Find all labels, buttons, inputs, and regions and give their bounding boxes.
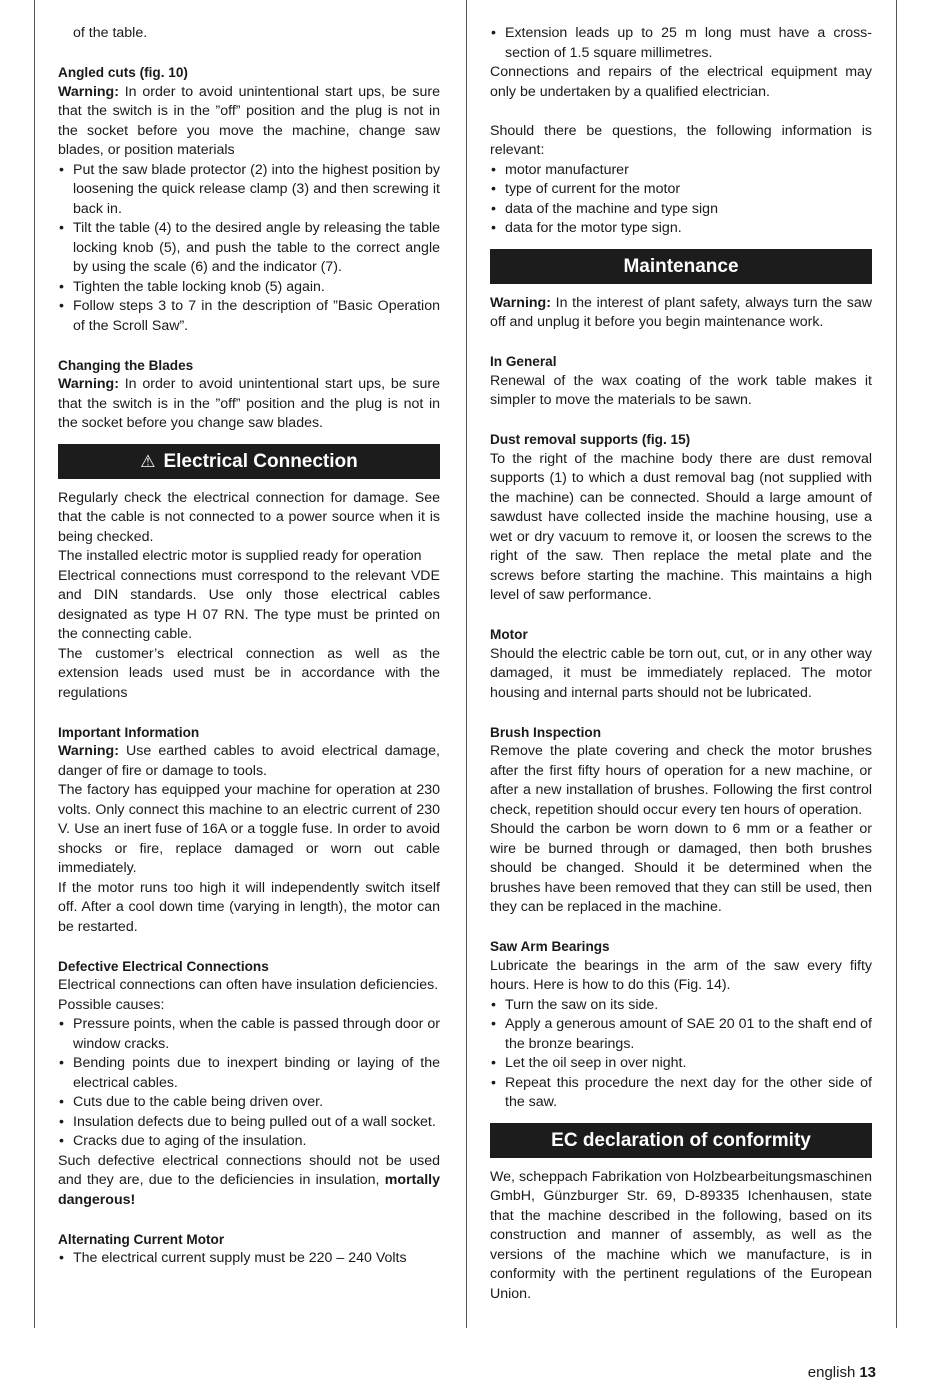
- warning-label: Warning:: [490, 294, 551, 311]
- paragraph: We, scheppach Fabrikation von Holzbearbeitungsmaschinen GmbH, Günzburger Str. 69, D-89335 Ichenhausen, state that the machine described in the following, based on its construction and manner of assembly, as well as the versions of the machine which we manufacture, is in conformity with the pertinent regulations of the European Union.: [490, 1168, 872, 1302]
- angled-cuts-heading: Angled cuts (fig. 10): [58, 65, 188, 80]
- electrical-connection-banner: [58, 444, 440, 479]
- ec-declaration-banner: EC declaration of conformity: [490, 1123, 872, 1158]
- paragraph: Connections and repairs of the electrical equipment may only be undertaken by a qualified electrician.: [490, 64, 872, 100]
- changing-blades-warning: [58, 375, 440, 434]
- paragraph: Should the electric cable be torn out, cut, or in any other way damaged, it must be immediately replaced. The motor housing and internal parts should not be lubricated.: [490, 645, 872, 701]
- paragraph: If the motor runs too high it will independently switch itself off. After a cool down time (varying in length), the motor can be restarted.: [58, 879, 440, 935]
- column-divider-right: [896, 0, 897, 1328]
- list-item: • Put the saw blade protector (2) into the highest position by loosening the quick release clamp (3) and then screwing it back in.: [58, 161, 440, 220]
- list-item: • Let the oil seep in over night.: [490, 1054, 872, 1074]
- list-item: • Extension leads up to 25 m long must have a cross-section of 1.5 square millimetres.: [490, 24, 872, 63]
- list-item: • Follow steps 3 to 7 in the description of ”Basic Operation of the Scroll Saw”.: [58, 297, 440, 336]
- warning-text: Use earthed cables to avoid electrical damage, danger of fire or damage to tools.: [58, 743, 440, 779]
- right-column: [490, 24, 872, 1304]
- intro-continuation: of the table.: [73, 25, 148, 41]
- list-item: • Tilt the table (4) to the desired angle by releasing the table locking knob (5), and push the table to the correct angle by using the scale (6) and the indicator (7).: [58, 219, 440, 278]
- paragraph: Renewal of the wax coating of the work table makes it simpler to move the materials to be sawn.: [490, 372, 872, 408]
- list-item: • The electrical current supply must be 220 – 240 Volts: [58, 1249, 440, 1269]
- list-item: • Bending points due to inexpert binding or laying of the electrical cables.: [58, 1054, 440, 1093]
- important-information-warning: [58, 742, 440, 781]
- maintenance-banner: Maintenance: [490, 249, 872, 284]
- list-item: • type of current for the motor: [490, 180, 872, 200]
- list-item: • Insulation defects due to being pulled out of a wall socket.: [58, 1113, 440, 1133]
- warning-label: Warning:: [58, 376, 119, 392]
- banner-title: Electrical Connection: [163, 450, 358, 472]
- warning-text: In the interest of plant safety, always turn the saw off and unplug it before you begin maintenance work.: [490, 294, 872, 330]
- paragraph: Electrical connections must correspond to the relevant VDE and DIN standards. Use only those electrical cables designated as type H 07 RN. The type must be printed on the connecting cable.: [58, 567, 440, 642]
- mortally-dangerous-emphasis: mortally dangerous!: [58, 1172, 440, 1208]
- information-list: [490, 161, 872, 239]
- angled-cuts-warning: [58, 83, 440, 161]
- column-divider-left: [34, 0, 35, 1328]
- paragraph: Should there be questions, the following information is relevant:: [490, 122, 872, 158]
- warning-triangle-icon: ⚠: [140, 451, 156, 471]
- paragraph: Electrical connections can often have insulation deficiencies.: [58, 977, 439, 993]
- paragraph: [58, 1152, 440, 1211]
- paragraph-text: Such defective electrical connections should not be used and they are, due to the deficiencies in insulation,: [58, 1152, 440, 1188]
- list-item: • data for the motor type sign.: [490, 219, 872, 239]
- paragraph: The customer’s electrical connection as well as the extension leads used must be in accordance with the regulations: [58, 645, 440, 701]
- extension-leads-list: [490, 24, 872, 63]
- paragraph: To the right of the machine body there are dust removal supports (1) to which a dust removal bag (not supplied with the machine) can be connected. Should a large amount of sawdust have collected inside the machine housing, use a wet or dry vacuum to remove it, or loosen the screws to the right of the saw. Then replace the metal plate and the screws before starting the machine. This maintains a high level of saw performance.: [490, 450, 872, 603]
- list-item: • Cuts due to the cable being driven over.: [58, 1093, 440, 1113]
- paragraph: Possible causes:: [58, 996, 165, 1013]
- page-footer: [808, 1363, 876, 1383]
- left-column: [58, 24, 440, 1269]
- dust-removal-heading: Dust removal supports (fig. 15): [490, 432, 691, 447]
- warning-text: In order to avoid unintentional start ups, be sure that the switch is in the ”off” position and the plug is not in the socket before you move the machine, change saw blades, or position materials: [58, 83, 440, 158]
- bearings-steps-list: [490, 996, 872, 1113]
- important-information-heading: Important Information: [58, 724, 200, 740]
- in-general-heading: In General: [490, 354, 557, 369]
- warning-label: Warning:: [58, 743, 119, 759]
- angled-cuts-list: [58, 161, 440, 337]
- defective-connections-heading: Defective Electrical Connections: [58, 958, 269, 974]
- ac-motor-heading: Alternating Current Motor: [58, 1231, 225, 1247]
- motor-heading: Motor: [490, 627, 528, 642]
- possible-causes-list: [58, 1015, 440, 1152]
- list-item: • Cracks due to aging of the insulation.: [58, 1132, 440, 1152]
- ac-motor-list: [58, 1249, 440, 1269]
- warning-label: Warning:: [58, 83, 119, 100]
- column-divider-middle: [466, 0, 467, 1328]
- list-item: • Tighten the table locking knob (5) again.: [58, 278, 440, 298]
- paragraph: Lubricate the bearings in the arm of the saw every fifty hours. Here is how to do this (Fig. 14).: [490, 957, 872, 993]
- saw-arm-bearings-heading: Saw Arm Bearings: [490, 939, 610, 954]
- list-item: • Pressure points, when the cable is passed through door or window cracks.: [58, 1015, 440, 1054]
- list-item: • Apply a generous amount of SAE 20 01 to the shaft end of the bronze bearings.: [490, 1015, 872, 1054]
- list-item: • Repeat this procedure the next day for the other side of the saw.: [490, 1074, 872, 1113]
- changing-blades-heading: Changing the Blades: [58, 357, 194, 373]
- paragraph: The factory has equipped your machine for operation at 230 volts. Only connect this machine to an electric current of 230 V. Use an inert fuse of 16A or a toggle fuse. In order to avoid shocks or fire, replace damaged or worn out cable immediately.: [58, 782, 440, 876]
- paragraph: The installed electric motor is supplied ready for operation: [58, 548, 422, 564]
- paragraph: Regularly check the electrical connection for damage. See that the cable is not connected to a power source when it is being checked.: [58, 489, 440, 545]
- warning-text: In order to avoid unintentional start ups, be sure that the switch is in the ”off” position and the plug is not in the socket before you change saw blades.: [58, 376, 440, 431]
- maintenance-warning: [490, 294, 872, 333]
- list-item: • motor manufacturer: [490, 161, 872, 181]
- list-item: • data of the machine and type sign: [490, 200, 872, 220]
- footer-language: english: [807, 1364, 856, 1381]
- brush-inspection-heading: Brush Inspection: [490, 724, 602, 740]
- paragraph: Should the carbon be worn down to 6 mm or a feather or wire be burned through or damaged, then both brushes should be changed. Should it be determined when the brushes have been removed that they can still be used, then they can be replaced in the machine.: [490, 821, 872, 915]
- list-item: • Turn the saw on its side.: [490, 996, 872, 1016]
- page-number: 13: [859, 1364, 876, 1381]
- paragraph: Remove the plate covering and check the motor brushes after the first fifty hours of operation for a new machine, or after a new installation of brushes. Following the first control check, repetition should occur every ten hours of operation.: [490, 743, 872, 818]
